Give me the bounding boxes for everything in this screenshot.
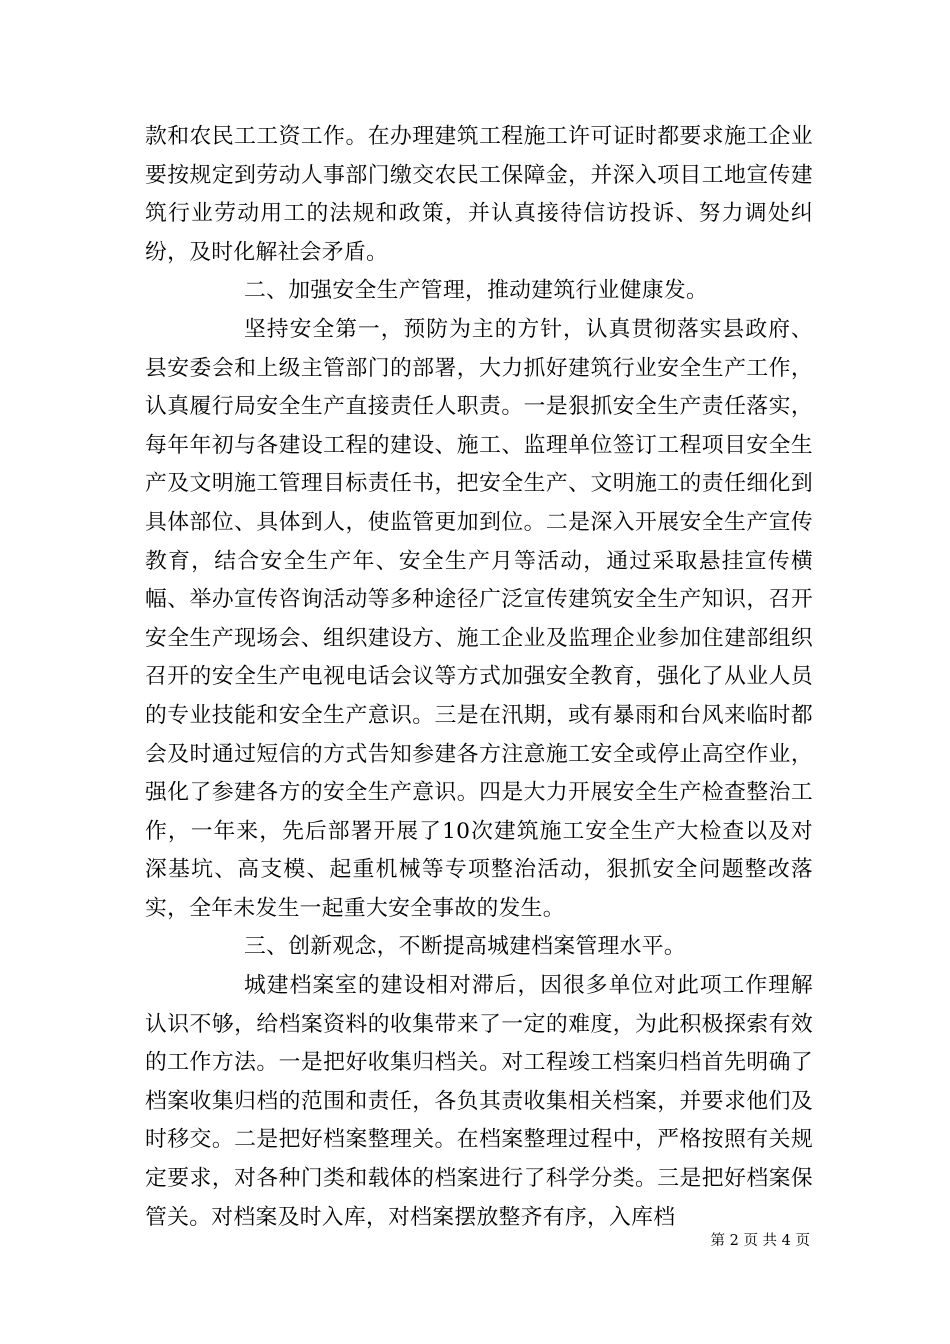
- section-heading-2: 二、加强安全生产管理，推动建筑行业健康发。: [244, 278, 709, 304]
- document-body: [145, 118, 813, 1237]
- page-number-footer: 第 2 页 共 4 页: [710, 1233, 810, 1249]
- paragraph-5: 城建档案室的建设相对滞后，因很多单位对此项工作理解认识不够，给档案资料的收集带来了一定的难度，为此积极探索有效的工作方法。一是把好收集归档关。对工程竣工档案归档首先明确了档案收集归档的范围和责任，各负其责收集相关档案，并要求他们及时移交。二是把好档案整理关。在档案整理过程中，严格按照有关规定要求，对各种门类和载体的档案进行了科学分类。三是把好档案保管关。对档案及时入库，对档案摆放整齐有序，入库档: [145, 973, 813, 1230]
- paragraph-1: 款和农民工工资工作。在办理建筑工程施工许可证时都要求施工企业要按规定到劳动人事部门缴交农民工保障金，并深入项目工地宣传建筑行业劳动用工的法规和政策，并认真接待信访投诉、努力调处纠纷，及时化解社会矛盾。: [145, 124, 813, 265]
- section-heading-3: 三、创新观念，不断提高城建档案管理水平。: [244, 934, 686, 960]
- paragraph-3: 坚持安全第一，预防为主的方针，认真贯彻落实县政府、县安委会和上级主管部门的部署，大力抓好建筑行业安全生产工作，认真履行局安全生产直接责任人职责。一是狠抓安全生产责任落实，每年年初与各建设工程的建设、施工、监理单位签订工程项目安全生产及文明施工管理目标责任书，把安全生产、文明施工的责任细化到具体部位、具体到人，使监管更加到位。二是深入开展安全生产宣传教育，结合安全生产年、安全生产月等活动，通过采取悬挂宣传横幅、举办宣传咨询活动等多种途径广泛宣传建筑安全生产知识，召开安全生产现场会、组织建设方、施工企业及监理企业参加住建部组织召开的安全生产电视电话会议等方式加强安全教育，强化了从业人员的专业技能和安全生产意识。三是在汛期，或有暴雨和台风来临时都会及时通过短信的方式告知参建各方注意施工安全或停止高空作业，强化了参建各方的安全生产意识。四是大力开展安全生产检查整治工作，一年来，先后部署开展了10次建筑施工安全生产大检查以及对深基坑、高支模、起重机械等专项整治活动，狠抓安全问题整改落实，全年未发生一起重大安全事故的发生。: [145, 316, 813, 921]
